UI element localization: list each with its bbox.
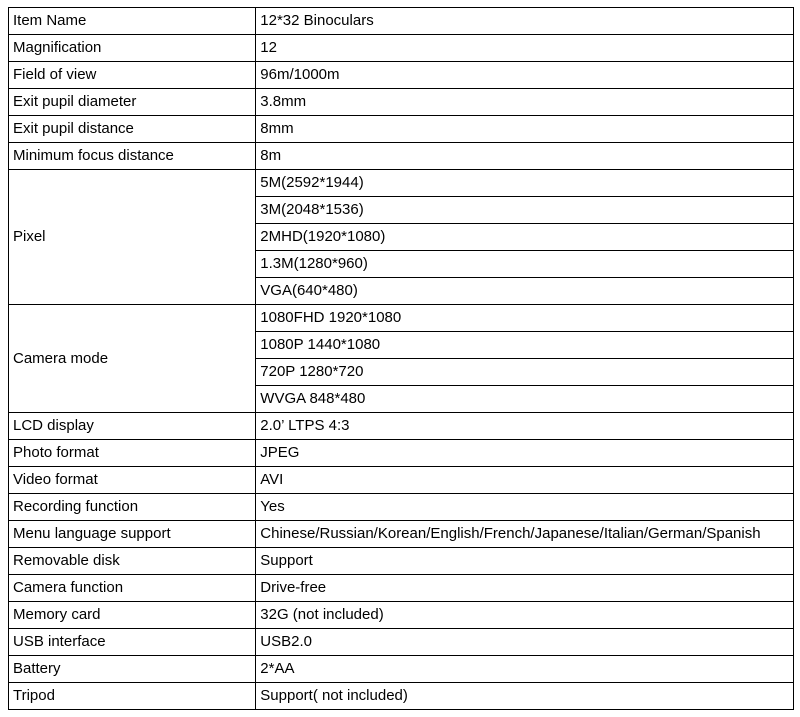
spec-row <box>9 683 794 710</box>
spec-table <box>8 7 794 710</box>
spec-value: VGA(640*480) <box>256 278 794 305</box>
spec-label: Battery <box>9 656 256 683</box>
spec-value: 5M(2592*1944) <box>256 170 794 197</box>
spec-label: Photo format <box>9 440 256 467</box>
spec-row <box>9 467 794 494</box>
spec-row <box>9 548 794 575</box>
spec-label: Minimum focus distance <box>9 143 256 170</box>
spec-row <box>9 8 794 35</box>
spec-value: JPEG <box>256 440 794 467</box>
spec-label: Tripod <box>9 683 256 710</box>
spec-row <box>9 521 794 548</box>
spec-value: 2.0’ LTPS 4:3 <box>256 413 794 440</box>
spec-label: Camera function <box>9 575 256 602</box>
spec-row <box>9 143 794 170</box>
spec-row <box>9 62 794 89</box>
spec-value: 1.3M(1280*960) <box>256 251 794 278</box>
spec-row <box>9 116 794 143</box>
spec-value: 720P 1280*720 <box>256 359 794 386</box>
spec-value: 2MHD(1920*1080) <box>256 224 794 251</box>
spec-value: Chinese/Russian/Korean/English/French/Japanese/Italian/German/Spanish <box>256 521 794 548</box>
spec-value: 8m <box>256 143 794 170</box>
spec-value: Yes <box>256 494 794 521</box>
spec-table-body <box>9 8 794 710</box>
spec-label: Pixel <box>9 170 256 305</box>
spec-value: AVI <box>256 467 794 494</box>
spec-value: 3M(2048*1536) <box>256 197 794 224</box>
spec-label: Menu language support <box>9 521 256 548</box>
spec-label: Item Name <box>9 8 256 35</box>
spec-value: 8mm <box>256 116 794 143</box>
spec-row <box>9 602 794 629</box>
spec-row <box>9 656 794 683</box>
spec-value: 12 <box>256 35 794 62</box>
spec-label: Recording function <box>9 494 256 521</box>
spec-value: USB2.0 <box>256 629 794 656</box>
spec-value: 1080P 1440*1080 <box>256 332 794 359</box>
spec-value: 1080FHD 1920*1080 <box>256 305 794 332</box>
spec-value: Drive-free <box>256 575 794 602</box>
spec-value: WVGA 848*480 <box>256 386 794 413</box>
spec-row <box>9 170 794 197</box>
spec-row <box>9 413 794 440</box>
spec-row <box>9 305 794 332</box>
spec-row <box>9 629 794 656</box>
spec-value: 96m/1000m <box>256 62 794 89</box>
spec-row <box>9 440 794 467</box>
spec-label: Field of view <box>9 62 256 89</box>
spec-label: Video format <box>9 467 256 494</box>
spec-label: USB interface <box>9 629 256 656</box>
spec-value: Support( not included) <box>256 683 794 710</box>
spec-label: Memory card <box>9 602 256 629</box>
spec-row <box>9 89 794 116</box>
spec-row <box>9 494 794 521</box>
spec-label: Camera mode <box>9 305 256 413</box>
spec-value: 12*32 Binoculars <box>256 8 794 35</box>
spec-value: 2*AA <box>256 656 794 683</box>
spec-value: Support <box>256 548 794 575</box>
spec-label: Magnification <box>9 35 256 62</box>
spec-row <box>9 35 794 62</box>
spec-value: 3.8mm <box>256 89 794 116</box>
spec-value: 32G (not included) <box>256 602 794 629</box>
spec-label: LCD display <box>9 413 256 440</box>
spec-label: Removable disk <box>9 548 256 575</box>
spec-label: Exit pupil distance <box>9 116 256 143</box>
spec-row <box>9 575 794 602</box>
spec-label: Exit pupil diameter <box>9 89 256 116</box>
